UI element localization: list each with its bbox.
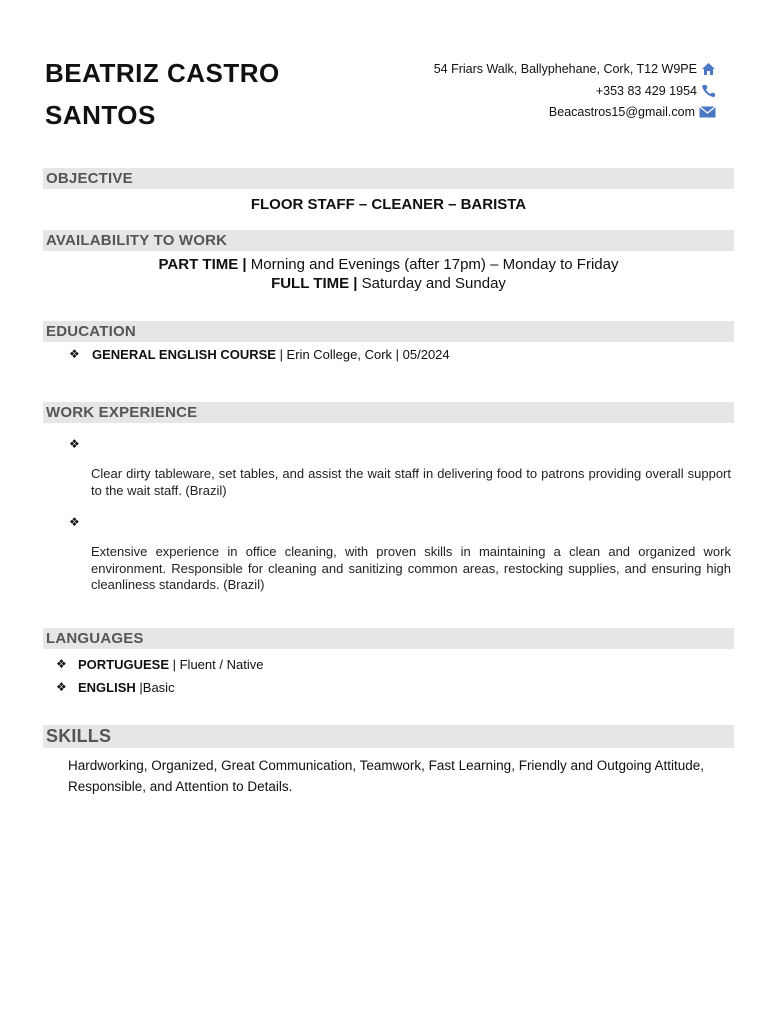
part-time-text: Morning and Evenings (after 17pm) – Monday to Friday (246, 256, 619, 273)
language-level: |Basic (135, 680, 175, 695)
work-item-2: Extensive experience in office cleaning, with proven skills in maintaining a clean and organized work environment. Responsible for cleaning and sanitizing common areas, restocking supplies, and ensuring high cleanliness standards. (Brazil) (91, 544, 731, 592)
phone-line (596, 84, 716, 98)
work-item-1: Clear dirty tableware, set tables, and assist the wait staff in delivering food to patrons providing overall support to the wait staff. (Brazil) (91, 466, 731, 498)
email-text[interactable]: Beacastros15@gmail.com (548, 105, 695, 119)
part-time-line (43, 256, 734, 273)
email-line (549, 105, 716, 119)
part-time-label: PART TIME | (158, 256, 247, 273)
bullet-icon: ❖ (56, 680, 67, 694)
name-line-2: SANTOS (45, 100, 156, 130)
name-line-1: BEATRIZ CASTRO (45, 58, 280, 88)
work-heading-bar (43, 402, 734, 423)
bullet-icon: ❖ (69, 347, 80, 361)
full-time-text: Saturday and Sunday (357, 275, 506, 292)
envelope-icon (699, 106, 716, 118)
language-item (78, 657, 263, 672)
languages-heading: LANGUAGES (46, 630, 144, 647)
education-course: GENERAL ENGLISH COURSE (92, 347, 276, 362)
education-heading-bar (43, 321, 734, 342)
skills-text: Hardworking, Organized, Great Communication, Teamwork, Fast Learning, Friendly and Outgoing Attitude, Responsible, and Attention to Details. (68, 758, 705, 794)
phone-text: +353 83 429 1954 (595, 84, 697, 98)
education-heading: EDUCATION (46, 323, 136, 340)
objective-heading: OBJECTIVE (46, 170, 133, 187)
address-text: 54 Friars Walk, Ballyphehane, Cork, T12 W9PE (433, 62, 697, 76)
bullet-icon: ❖ (69, 515, 80, 529)
bullet-icon: ❖ (56, 657, 67, 671)
objective-heading-bar (43, 168, 734, 189)
education-details: | Erin College, Cork | 05/2024 (275, 347, 450, 362)
language-name: ENGLISH (78, 680, 136, 695)
objective-text: FLOOR STAFF – CLEANER – BARISTA (250, 196, 527, 213)
skills-heading-bar (43, 725, 734, 748)
skills-heading: SKILLS (46, 726, 112, 746)
full-time-line (43, 275, 734, 292)
education-item (92, 347, 450, 362)
languages-heading-bar (43, 628, 734, 649)
home-icon (701, 62, 716, 76)
full-time-label: FULL TIME | (271, 275, 358, 292)
availability-heading: AVAILABILITY TO WORK (46, 232, 228, 249)
language-item (78, 680, 175, 695)
language-level: | Fluent / Native (169, 657, 264, 672)
phone-icon (701, 84, 716, 98)
bullet-icon: ❖ (69, 437, 80, 451)
language-name: PORTUGUESE (78, 657, 170, 672)
work-heading: WORK EXPERIENCE (46, 404, 198, 421)
availability-heading-bar (43, 230, 734, 251)
address-line (434, 62, 716, 76)
